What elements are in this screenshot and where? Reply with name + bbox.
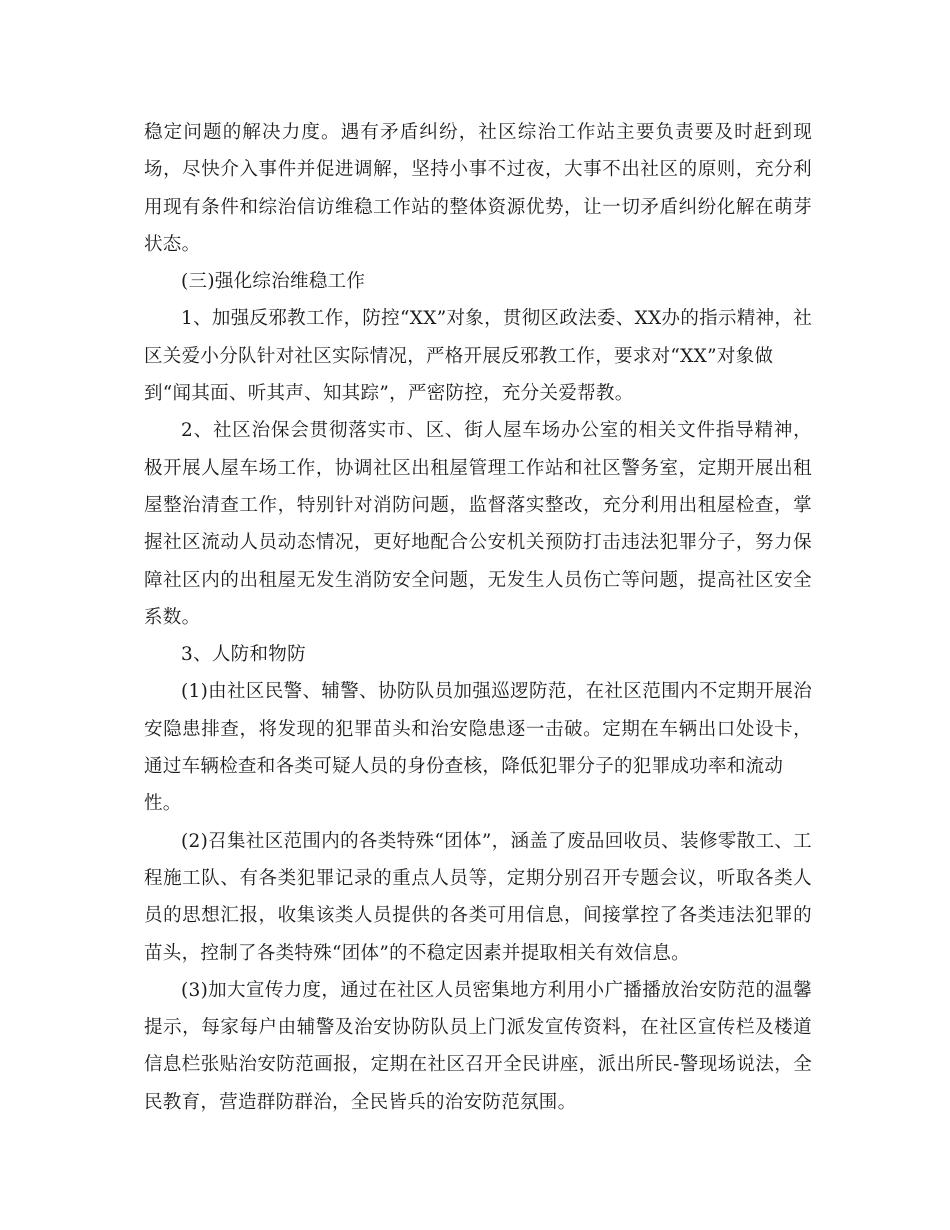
text-line: 区关爱小分队针对社区实际情况，严格开展反邪教工作，要求对“XX”对象做 <box>144 345 774 367</box>
text-line: 1、加强反邪教工作，防控“XX”对象，贯彻区政法委、XX办的指示精神，社 <box>181 308 812 330</box>
text-line: 民教育，营造群防群治，全民皆兵的治安防范氛围。 <box>144 1091 577 1113</box>
text-line: 提示，每家每户由辅警及治安协防队员上门派发宣传资料，在社区宣传栏及楼道 <box>144 1017 812 1039</box>
text-line: 用现有条件和综治信访维稳工作站的整体资源优势，让一切矛盾纠纷化解在萌芽 <box>144 196 812 218</box>
text-line: 苗头，控制了各类特殊“团体”的不稳定因素并提取相关有效信息。 <box>144 942 690 964</box>
text-line: 通过车辆检查和各类可疑人员的身份查核，降低犯罪分子的犯罪成功率和流动 <box>144 756 784 778</box>
text-line: 场，尽快介入事件并促进调解，坚持小事不过夜，大事不出社区的原则，充分利 <box>144 159 812 181</box>
text-line: 状态。 <box>144 233 201 255</box>
text-line: 员的思想汇报，收集该类人员提供的各类可用信息，间接掌控了各类违法犯罪的 <box>144 905 812 927</box>
text-line: (2)召集社区范围内的各类特殊“团体”，涵盖了废品回收员、装修零散工、工 <box>181 830 812 852</box>
text-line: 屋整治清查工作，特别针对消防问题，监督落实整改，充分利用出租屋检查，掌 <box>144 494 812 516</box>
text-line: 2、社区治保会贯彻落实市、区、街人屋车场办公室的相关文件指导精神， <box>181 420 812 442</box>
text-line: 程施工队、有各类犯罪记录的重点人员等，定期分别召开专题会议，听取各类人 <box>144 867 812 889</box>
text-line: 极开展人屋车场工作，协调社区出租屋管理工作站和社区警务室，定期开展出租 <box>144 457 812 479</box>
text-line: 障社区内的出租屋无发生消防安全问题，无发生人员伤亡等问题，提高社区安全 <box>144 569 812 591</box>
text-line: 到“闻其面、听其声、知其踪”，严密防控，充分关爱帮教。 <box>144 383 634 405</box>
text-line: 握社区流动人员动态情况，更好地配合公安机关预防打击违法犯罪分子，努力保 <box>144 532 812 554</box>
text-line: (1)由社区民警、辅警、协防队员加强巡逻防范，在社区范围内不定期开展治 <box>181 681 812 703</box>
document-body <box>144 114 812 1121</box>
text-line: 信息栏张贴治安防范画报，定期在社区召开全民讲座，派出所民-警现场说法，全 <box>144 1054 812 1076</box>
text-line: 系数。 <box>144 606 201 628</box>
text-line: 性。 <box>144 793 182 815</box>
text-line: 安隐患排查，将发现的犯罪苗头和治安隐患逐一击破。定期在车辆出口处设卡， <box>144 718 812 740</box>
text-line: 3、人防和物防 <box>181 644 306 666</box>
text-line: (三)强化综治维稳工作 <box>181 271 366 293</box>
text-line: 稳定问题的解决力度。遇有矛盾纠纷，社区综治工作站主要负责要及时赶到现 <box>144 122 812 143</box>
text-line: (3)加大宣传力度，通过在社区人员密集地方利用小广播播放治安防范的温馨 <box>181 979 812 1001</box>
